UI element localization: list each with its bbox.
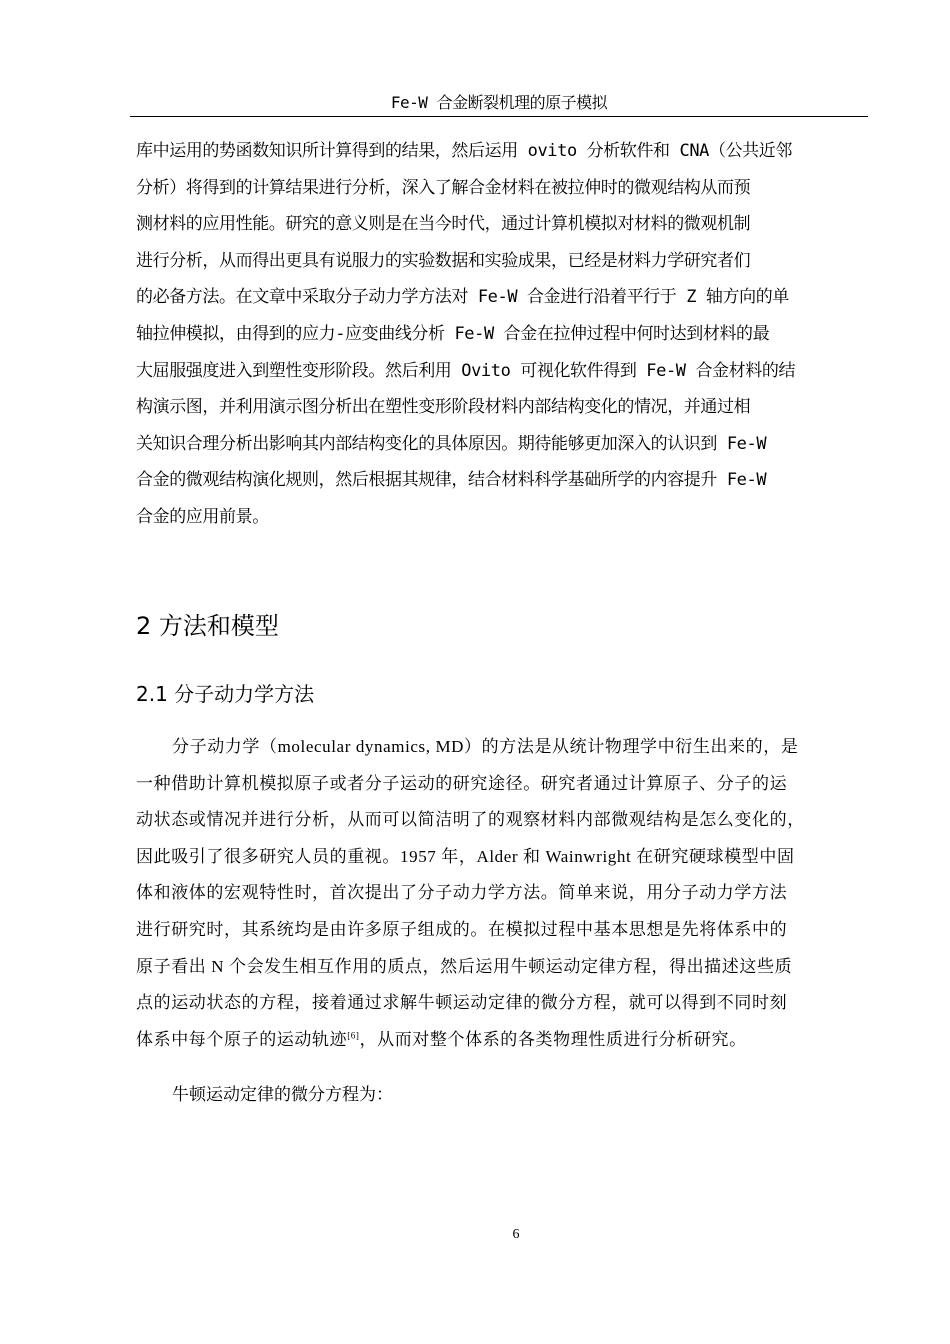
subsection-heading: 2.1 分子动力学方法 bbox=[136, 682, 315, 706]
paragraph-line: 库中运用的势函数知识所计算得到的结果，然后运用 ovito 分析软件和 CNA（公共近邻 bbox=[136, 141, 792, 161]
intro-paragraph bbox=[136, 133, 856, 536]
paragraph-line: 测材料的应用性能。研究的意义则是在当今时代，通过计算机模拟对材料的微观机制 bbox=[136, 214, 751, 235]
paragraph-line: 分析）将得到的计算结果进行分析，深入了解合金材料在被拉伸时的微观结构从而预 bbox=[136, 177, 751, 198]
paragraph-line: 合金的应用前景。 bbox=[136, 506, 269, 527]
paragraph-line: 进行分析，从而得出更具有说服力的实验数据和实验成果，已经是材料力学研究者们 bbox=[136, 250, 751, 271]
page-number: 6 bbox=[512, 1227, 520, 1242]
section-heading: 2 方法和模型 bbox=[136, 612, 279, 640]
paragraph-line: 分子动力学（molecular dynamics, MD）的方法是从统计物理学中衍生出来的，是 bbox=[172, 737, 799, 756]
line-text: 体系中每个原子的运动轨迹 bbox=[136, 1029, 348, 1049]
paragraph-line: 的必备方法。在文章中采取分子动力学方法对 Fe-W 合金进行沿着平行于 Z 轴方向的单 bbox=[136, 287, 789, 308]
paragraph-line: 大屈服强度进入到塑性变形阶段。然后利用 Ovito 可视化软件得到 Fe-W 合金材料的结 bbox=[136, 360, 796, 381]
paragraph-line: 合金的微观结构演化规则，然后根据其规律，结合材料科学基础所学的内容提升 Fe-W bbox=[136, 470, 767, 491]
paragraph-line: 轴拉伸模拟，由得到的应力-应变曲线分析 Fe-W 合金在拉伸过程中何时达到材料的最 bbox=[136, 323, 770, 344]
header-rule bbox=[130, 116, 868, 117]
paragraph-last-line bbox=[136, 1022, 856, 1059]
paragraph-line: 构演示图，并利用演示图分析出在塑性变形阶段材料内部结构变化的情况，并通过相 bbox=[136, 397, 751, 418]
paragraph-line: 点的运动状态的方程，接着通过求解牛顿运动定律的微分方程，就可以得到不同时刻 bbox=[136, 993, 788, 1013]
paragraph-line: 体和液体的宏观特性时，首次提出了分子动力学方法。简单来说，用分子动力学方法 bbox=[136, 883, 788, 903]
equation-lead-line: 牛顿运动定律的微分方程为： bbox=[172, 1085, 393, 1104]
paragraph-line: 关知识合理分析出影响其内部结构变化的具体原因。期待能够更加深入的认识到 Fe-W bbox=[136, 433, 767, 454]
paragraph-line: 因此吸引了很多研究人员的重视。1957 年，Alder 和 Wainwright 在研究硬球模型中固 bbox=[136, 846, 795, 866]
paragraph-line: 动状态或情况并进行分析，从而可以简洁明了的观察材料内部微观结构是怎么变化的， bbox=[136, 810, 805, 830]
paragraph-line: 一种借助计算机模拟原子或者分子运动的研究途径。研究者通过计算原子、分子的运 bbox=[136, 773, 788, 793]
citation-reference[interactable]: [6] bbox=[347, 1030, 360, 1041]
paragraph-line: 进行研究时，其系统均是由许多原子组成的。在模拟过程中基本思想是先将体系中的 bbox=[136, 919, 788, 939]
paragraph-line: 原子看出 N 个会发生相互作用的质点，然后运用牛顿运动定律方程，得出描述这些质 bbox=[136, 956, 793, 976]
running-header: Fe-W 合金断裂机理的原子模拟 bbox=[390, 93, 608, 112]
line-text: ，从而对整个体系的各类物理性质进行分析研究。 bbox=[359, 1029, 747, 1049]
md-paragraph bbox=[136, 729, 856, 1058]
